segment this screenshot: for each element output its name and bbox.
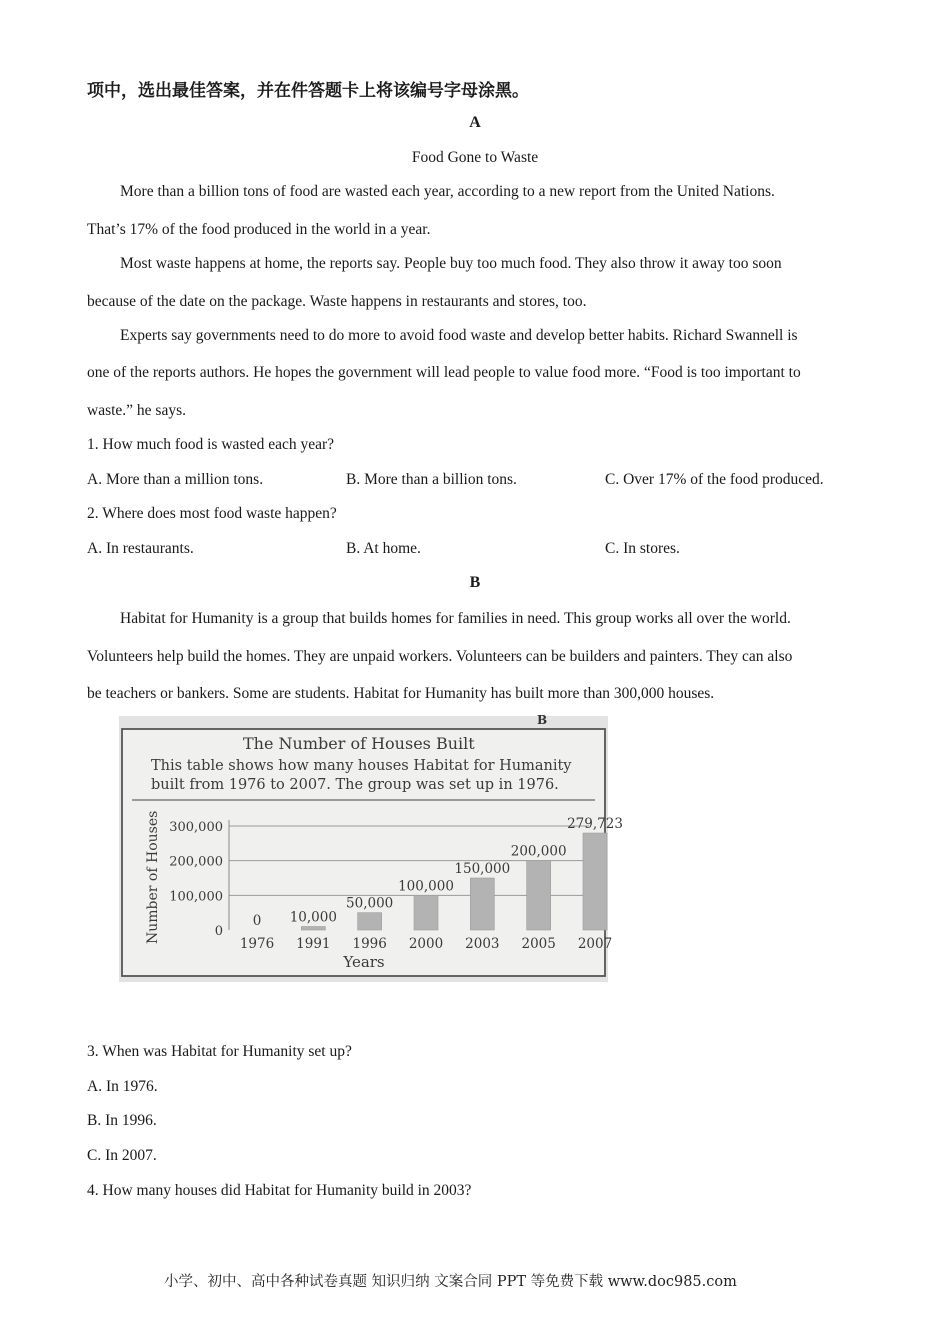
chart-data-label: 279,723	[567, 816, 623, 833]
passage-a-line: waste.” he says.	[87, 402, 186, 419]
passage-a-line: That’s 17% of the food produced in the world in a year.	[87, 221, 431, 238]
chart-data-label: 0	[252, 913, 262, 929]
section-b-heading: B	[469, 574, 481, 591]
section-a-heading: A	[469, 114, 481, 131]
chart-data-label: 150,000	[454, 861, 511, 877]
question-1-option-c: C. Over 17% of the food produced.	[605, 471, 824, 488]
passage-a-line: Most waste happens at home, the reports say. People buy too much food. They also throw it away too soon	[120, 255, 782, 272]
chart-y-tick-label: 100,000	[169, 889, 223, 905]
chart-x-tick-label: 2000	[408, 936, 444, 952]
page-footer: 小学、初中、高中各种试卷真题 知识归纳 文案合同 PPT 等免费下载 www.doc985.com	[164, 1274, 737, 1290]
chart-bar	[470, 878, 494, 930]
chart-x-tick-label: 2007	[577, 936, 613, 952]
chart-data-label: 10,000	[289, 909, 337, 926]
chart-x-tick-label: 2003	[465, 936, 500, 952]
chart-bar	[358, 913, 382, 930]
chart-y-tick-label: 300,000	[169, 820, 223, 835]
passage-b-line: be teachers or bankers. Some are students. Habitat for Humanity has built more than 300,000 houses.	[87, 685, 715, 702]
chart-subtitle-line: This table shows how many houses Habitat for Humanity	[151, 758, 572, 774]
question-4: 4. How many houses did Habitat for Humanity build in 2003?	[87, 1182, 472, 1199]
question-1-option-a: A. More than a million tons.	[87, 471, 264, 488]
question-2-option-b: B. At home.	[346, 540, 421, 557]
chart-corner-mark: B	[537, 713, 548, 727]
chart-y-tick-label: 200,000	[169, 854, 223, 870]
chart-title: The Number of Houses Built	[243, 734, 475, 753]
passage-a-line: one of the reports authors. He hopes the government will lead people to value food more. “Food is too important to	[87, 364, 801, 381]
chart-bar	[527, 861, 551, 930]
chart-bar	[301, 927, 325, 930]
question-2-option-a: A. In restaurants.	[87, 540, 194, 557]
question-3-option-b: B. In 1996.	[87, 1112, 157, 1129]
question-3-option-a: A. In 1976.	[87, 1078, 158, 1095]
question-3: 3. When was Habitat for Humanity set up?	[87, 1043, 352, 1060]
chart-data-label: 200,000	[510, 843, 567, 860]
question-3-option-c: C. In 2007.	[87, 1147, 157, 1164]
instruction-text: 项中，选出最佳答案，并在件答题卡上将该编号字母涂黑。	[87, 81, 529, 101]
passage-b-line: Volunteers help build the homes. They are unpaid workers. Volunteers can be builders and painters. They can also	[87, 648, 793, 665]
question-2-option-c: C. In stores.	[605, 540, 680, 557]
chart-x-tick-label: 1976	[239, 936, 275, 952]
chart-x-tick-label: 1991	[296, 936, 331, 952]
chart-y-axis-label: Number of Houses	[145, 810, 161, 944]
houses-built-chart	[119, 713, 623, 982]
passage-a-title: Food Gone to Waste	[411, 149, 539, 166]
passage-b-line: Habitat for Humanity is a group that builds homes for families in need. This group works all over the world.	[120, 610, 791, 627]
chart-data-label: 50,000	[346, 895, 394, 912]
question-1-option-b: B. More than a billion tons.	[346, 471, 517, 488]
chart-x-tick-label: 1996	[352, 936, 387, 952]
passage-a-line: More than a billion tons of food are wasted each year, according to a new report from the United Nations.	[120, 183, 775, 200]
chart-svg	[119, 713, 623, 982]
passage-a-line: Experts say governments need to do more to avoid food waste and develop better habits. Richard Swannell is	[120, 327, 798, 344]
chart-x-axis-label: Years	[343, 953, 385, 971]
chart-data-label: 100,000	[398, 878, 454, 895]
chart-bar	[414, 895, 438, 930]
chart-bar	[583, 833, 607, 930]
chart-y-tick-label: 0	[214, 924, 223, 939]
question-2: 2. Where does most food waste happen?	[87, 505, 337, 522]
passage-a-line: because of the date on the package. Waste happens in restaurants and stores, too.	[87, 293, 587, 310]
chart-x-tick-label: 2005	[521, 936, 556, 952]
chart-subtitle-line: built from 1976 to 2007. The group was set up in 1976.	[151, 777, 559, 793]
question-1: 1. How much food is wasted each year?	[87, 436, 335, 453]
